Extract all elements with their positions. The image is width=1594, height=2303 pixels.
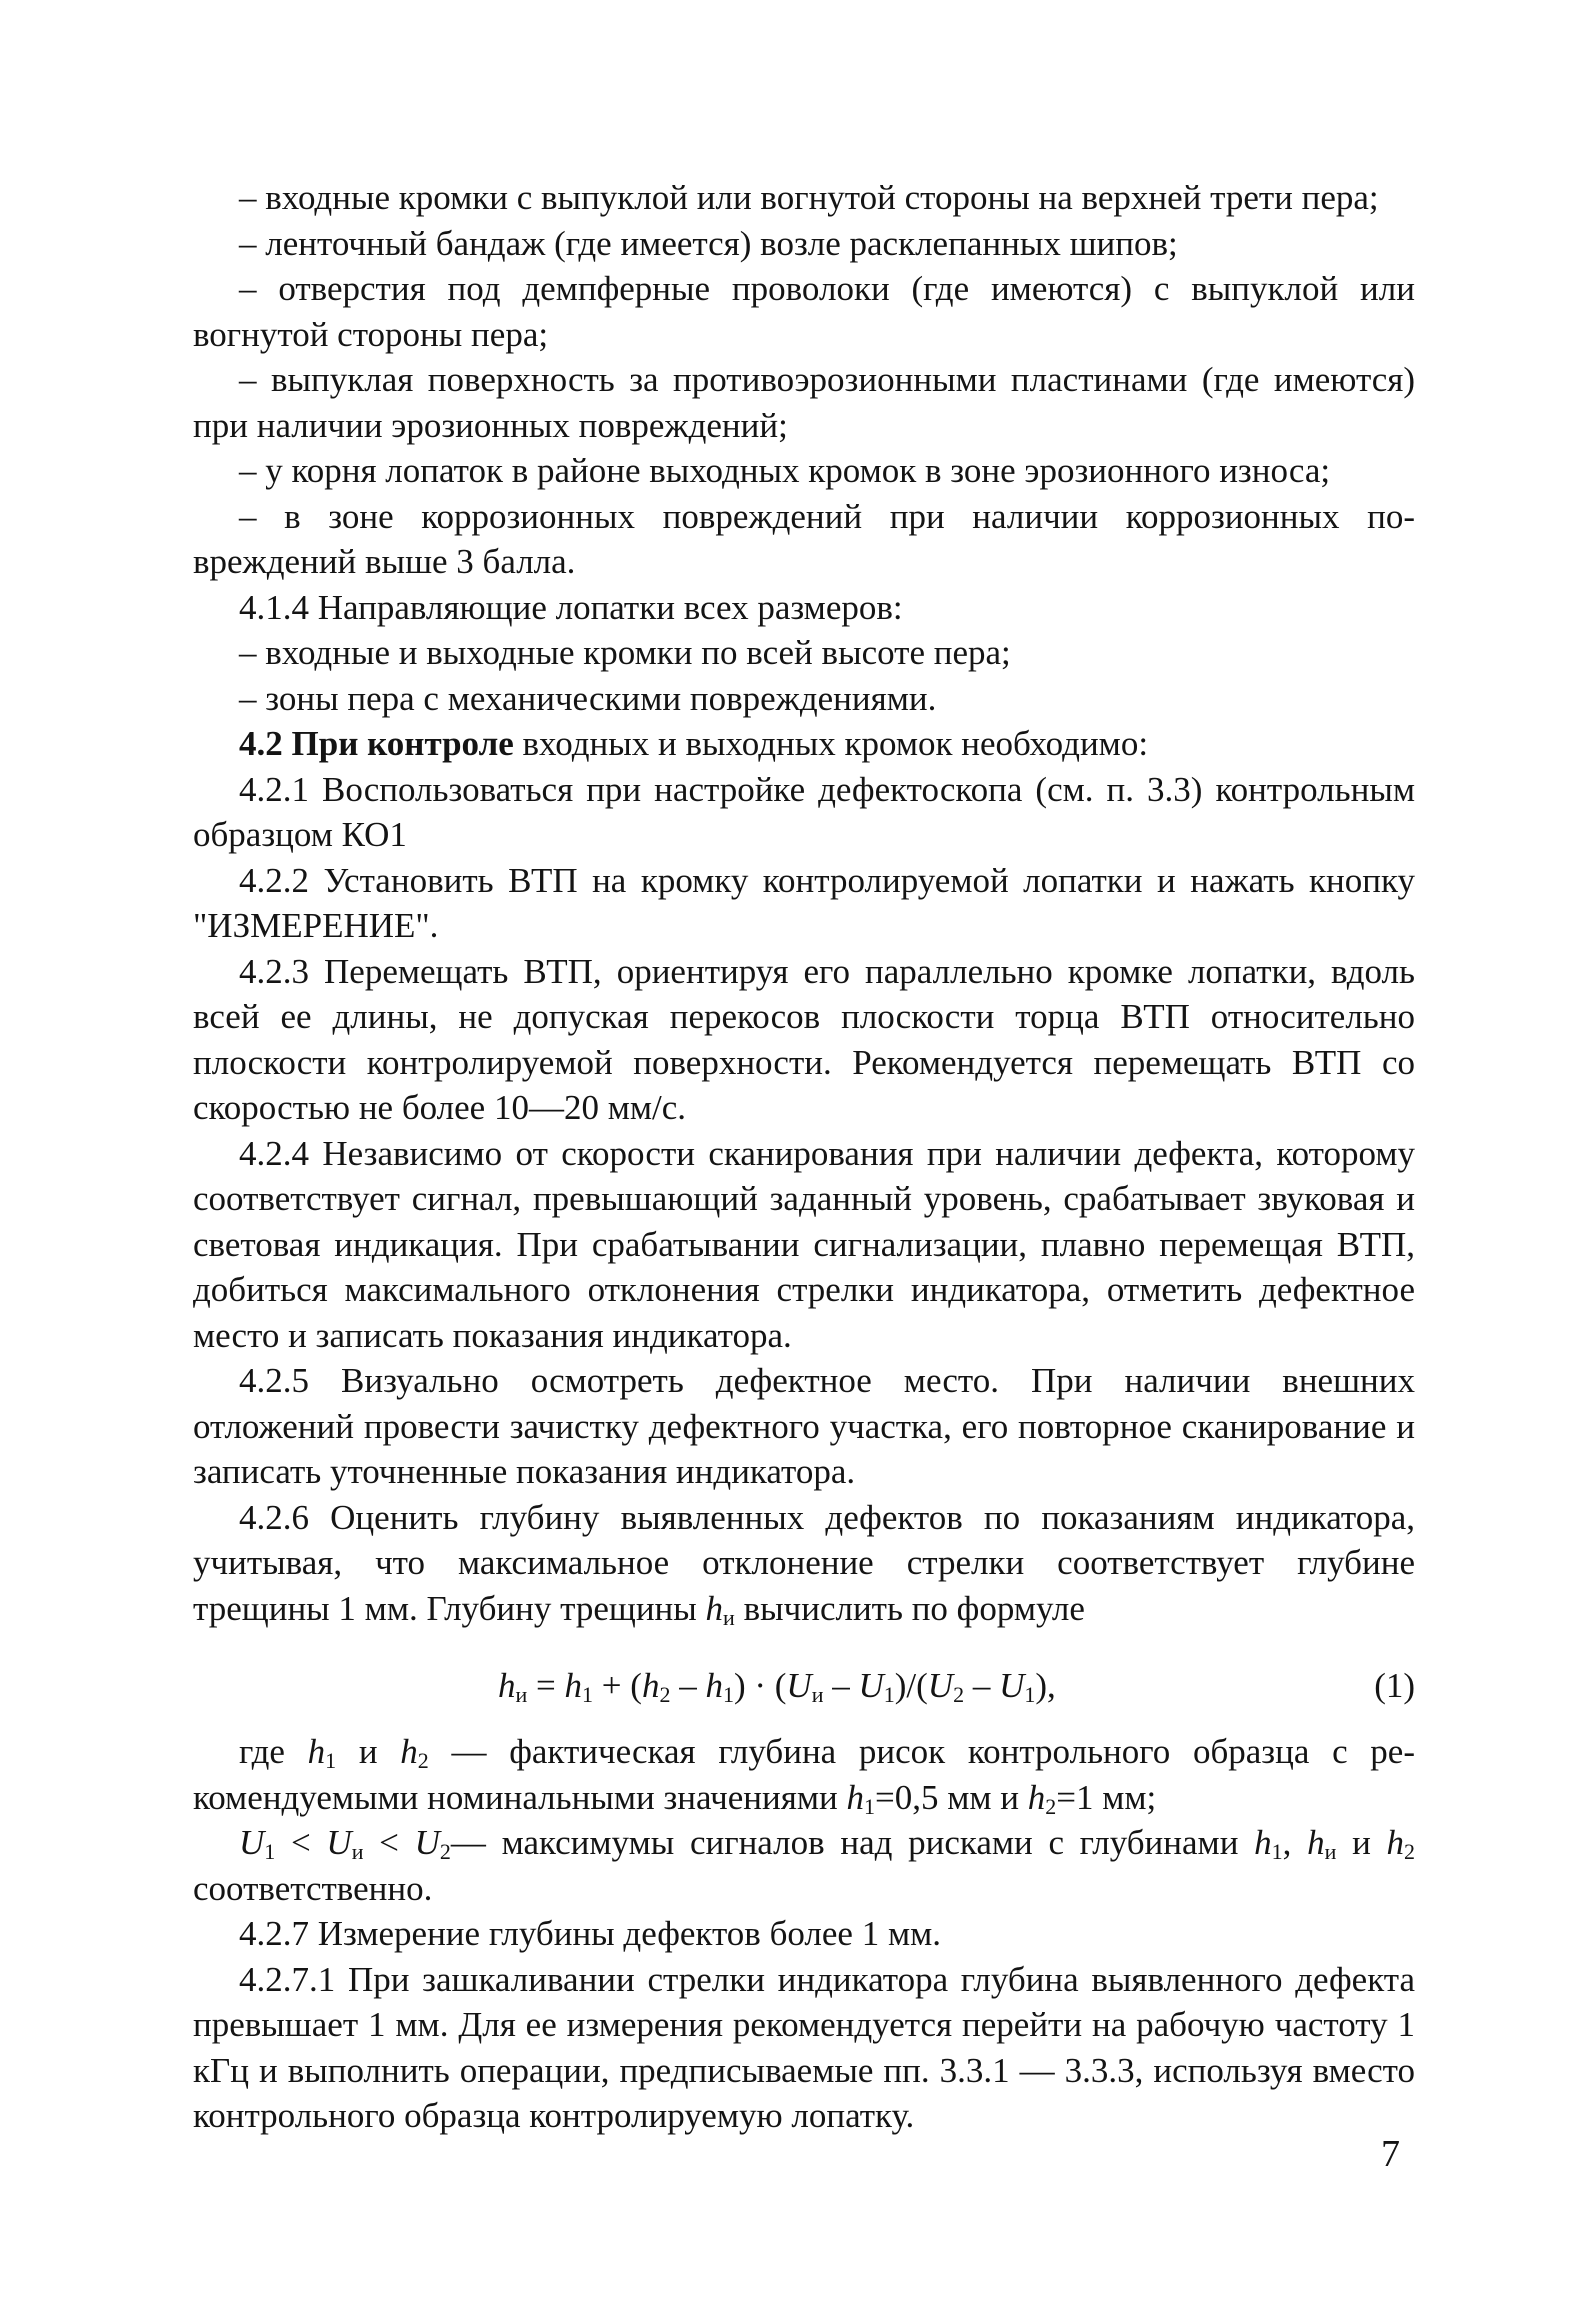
paragraph: – входные и выходные кромки по всей высоте пера;: [239, 633, 1011, 672]
subscript: 2: [417, 1748, 429, 1773]
paragraph: – ленточный бандаж (где имеется) возле расклепанных шипов;: [239, 223, 1178, 263]
section-heading-rest: входных и выходных кромок необходимо:: [513, 724, 1149, 763]
paragraph: 4.2.4 Независимо от скорости сканирования при наличии дефекта, которому соответствует сигнал, превышающий заданный уровень, срабатывает звуковая и световая индикация. При срабатывании сигнализации, плавно перемещая ВТП, добиться максимального отклонения стрелки индикатора, отметить дефектное место и записать показания индикатора.: [193, 1133, 1415, 1355]
variable: h: [1307, 1823, 1325, 1862]
paragraph: 4.2.7 Измерение глубины дефектов более 1 мм.: [239, 1914, 941, 1953]
section-heading-paragraph: [193, 721, 1415, 767]
paragraph: [193, 1495, 1415, 1632]
subscript: 1: [722, 1682, 734, 1707]
paragraph: 4.2.7.1 При зашкаливании стрелки индикатора глубина выявленного дефекта превышает 1 мм. Для ее измерения рекомендуется перейти на рабочую частоту 1 кГц и выполнить операции, предписываемые пп. 3.3.1 — 3.3.3, используя вместо контрольного образца контролируемую лопатку.: [193, 1959, 1415, 2135]
subscript: 1: [582, 1682, 594, 1707]
variable: h: [705, 1666, 723, 1705]
paragraph: – зоны пера с механическими повреждениями.: [239, 678, 937, 718]
section-heading: 4.2 При контроле: [239, 724, 514, 763]
paragraph: – выпуклая поверхность за противоэрозионными пластинами (где имеются) при наличии эрозионных повреждений;: [193, 360, 1415, 445]
paragraph: 4.2.1 Воспользоваться при настройке дефектоскопа (см. п. 3.3) контрольным образцом КО1: [193, 769, 1415, 854]
variable: U: [999, 1666, 1025, 1705]
variable: U: [858, 1666, 884, 1705]
variable: h: [641, 1666, 660, 1705]
subscript: 2: [439, 1839, 451, 1864]
operator: =: [527, 1666, 565, 1705]
paragraph-text: и: [336, 1732, 401, 1771]
page-number: 7: [1381, 2133, 1400, 2175]
variable: h: [846, 1777, 864, 1817]
subscript: и: [723, 1604, 735, 1630]
subscript: 2: [1045, 1793, 1057, 1819]
subscript: и: [811, 1682, 824, 1707]
variable: h: [564, 1666, 583, 1705]
formula: [193, 1645, 1415, 1725]
variable: U: [239, 1823, 265, 1862]
variable: h: [307, 1732, 326, 1771]
variable: h: [400, 1732, 418, 1771]
variable: h: [1386, 1823, 1404, 1862]
formula-number: (1): [1374, 1666, 1415, 1705]
subscript: 2: [659, 1682, 671, 1707]
paragraph-text: — фактическая глубина рисок контрольного образца с рекомендуемыми номинальными значениями: [193, 1732, 1415, 1817]
variable: U: [414, 1823, 440, 1862]
paragraph-text: — максимумы сигналов над рисками с глубинами: [450, 1823, 1255, 1862]
formula-expression: [498, 1663, 1056, 1709]
paragraph: – отверстия под демпферные проволоки (где имеются) с выпуклой или вогнутой стороны пера;: [193, 269, 1415, 354]
paragraph: [193, 1729, 1415, 1820]
variable: U: [326, 1823, 352, 1862]
subscript: 1: [264, 1839, 276, 1864]
operator: –: [964, 1666, 1000, 1705]
subscript: 1: [1024, 1682, 1036, 1707]
paragraph-text: и: [1336, 1823, 1387, 1862]
paragraph: 4.2.5 Визуально осмотреть дефектное место. При наличии внешних отложений провести зачистку дефектного участка, его повторное сканирование и записать уточненные показания индикатора.: [193, 1361, 1415, 1491]
paragraph-text: =0,5 мм и: [874, 1777, 1028, 1817]
subscript: 1: [1271, 1839, 1283, 1864]
variable: U: [786, 1666, 812, 1705]
subscript: и: [1324, 1839, 1337, 1864]
paragraph-text: ,: [1282, 1823, 1308, 1862]
operator: –: [823, 1666, 859, 1705]
paragraph: [193, 1820, 1415, 1911]
paragraph: – входные кромки с выпуклой или вогнутой стороны на верхней трети пера;: [239, 178, 1379, 217]
variable: h: [705, 1588, 724, 1628]
paragraph-text: =1 мм;: [1056, 1777, 1157, 1817]
operator: <: [275, 1823, 327, 1862]
paragraph-text: вычислить по формуле: [734, 1588, 1085, 1628]
paragraph: 4.1.4 Направляющие лопатки всех размеров:: [239, 587, 903, 627]
paragraph: 4.2.3 Перемещать ВТП, ориентируя его параллельно кромке лопатки, вдоль всей ее длины, не допуская перекосов плоскости торца ВТП относительно плоскости контролируемой поверхности. Рекомендуется перемещать ВТП со скоростью не более 10—20 мм/с.: [193, 951, 1415, 1127]
body-text: [193, 175, 1415, 2139]
operator: <: [363, 1823, 415, 1862]
subscript: 2: [953, 1682, 965, 1707]
paragraph: – в зоне коррозионных повреждений при наличии коррозионных повреждений выше 3 балла.: [193, 496, 1415, 581]
subscript: 1: [863, 1793, 875, 1819]
operator: ),: [1035, 1666, 1056, 1705]
variable: h: [1254, 1823, 1272, 1862]
paragraph-text: где: [239, 1732, 308, 1771]
variable: U: [927, 1666, 954, 1705]
subscript: 1: [325, 1748, 337, 1773]
paragraph: – у корня лопаток в районе выходных кромок в зоне эрозионного износа;: [239, 451, 1331, 490]
variable: h: [1027, 1777, 1046, 1817]
operator: )/(: [894, 1666, 928, 1705]
subscript: 2: [1404, 1839, 1415, 1864]
subscript: и: [351, 1839, 364, 1864]
operator: –: [670, 1666, 706, 1705]
paragraph-text: 4.2.6 Оценить глубину выявленных дефектов по показаниям индикатора, учитывая, что максимальное отклонение стрелки соответствует глубине трещины 1 мм. Глубину трещины: [193, 1497, 1415, 1628]
operator: ) · (: [733, 1666, 787, 1705]
operator: + (: [593, 1666, 642, 1705]
paragraph: 4.2.2 Установить ВТП на кромку контролируемой лопатки и нажать кнопку "ИЗМЕРЕНИЕ".: [193, 860, 1415, 945]
subscript: и: [515, 1682, 528, 1707]
paragraph-text: соответственно.: [193, 1868, 433, 1908]
subscript: 1: [883, 1682, 895, 1707]
variable: h: [498, 1666, 516, 1705]
